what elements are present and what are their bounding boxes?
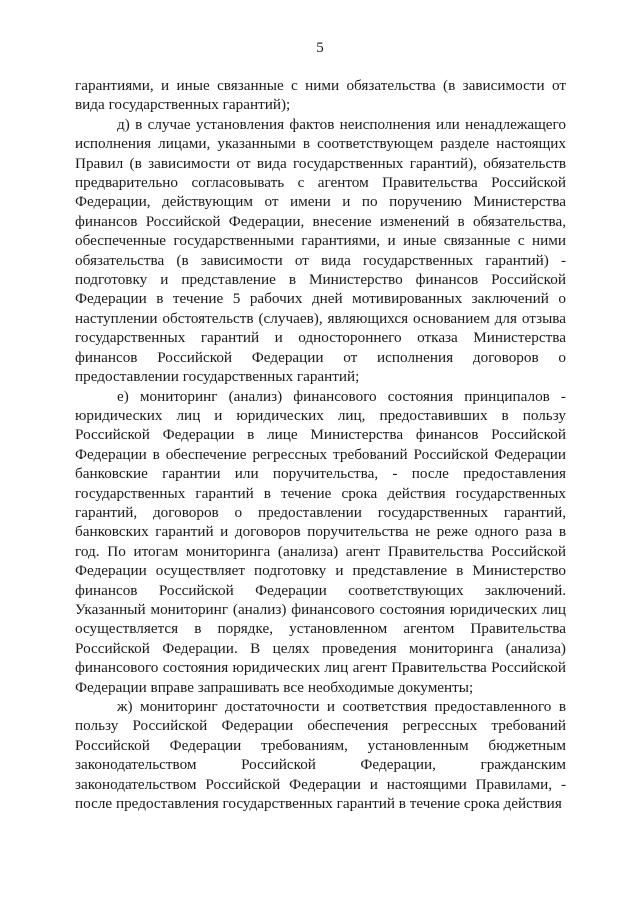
paragraph-item-zh: ж) мониторинг достаточности и соответствия предоставленного в пользу Российской Федерации обеспечения регрессных требований Российской Федерации требованиям, установленным бюджетным законодательством Российской Федерации, гражданским законодательством Российской Федерации и настоящими Правилами, - после предоставления государственных гарантий в течение срока действия	[75, 698, 566, 813]
paragraph-item-e: е) мониторинг (анализ) финансового состояния принципалов - юридических лиц и юридических лиц, предоставивших в пользу Российской Федерации в лице Министерства финансов Российской Федерации в обеспечение регрессных требований Российской Федерации банковские гарантии или поручительства, - после предоставления государственных гарантий в течение срока действия государственных гарантий, договоров о предоставлении государственных гарантий, банковских гарантий и договоров поручительства не реже одного раза в год. По итогам мониторинга (анализа) агент Правительства Российской Федерации осуществляет подготовку и представление в Министерство финансов Российской Федерации соответствующих заключений. Указанный мониторинг (анализ) финансового состояния юридических лиц осуществляется в порядке, установленном агентом Правительства Российской Федерации. В целях проведения мониторинга (анализа) финансового состояния юридических лиц агент Правительства Российской Федерации вправе запрашивать все необходимые документы;	[75, 387, 566, 696]
paragraph-continuation: гарантиями, и иные связанные с ними обязательства (в зависимости от вида государственных гарантий);	[75, 77, 566, 114]
document-body	[75, 76, 566, 813]
paragraph-item-d: д) в случае установления фактов неисполнения или ненадлежащего исполнения лицами, указанными в соответствующем разделе настоящих Правил (в зависимости от вида государственных гарантий), обязательств предварительно согласовывать с агентом Правительства Российской Федерации, действующим от имени и по поручению Министерства финансов Российской Федерации, внесение изменений в обязательства, обеспеченные государственными гарантиями, и иные связанные с ними обязательства (в зависимости от вида государственных гарантий) - подготовку и представление в Министерство финансов Российской Федерации в течение 5 рабочих дней мотивированных заключений о наступлении обстоятельств (случаев), являющихся основанием для отзыва государственных гарантий и одностороннего отказа Министерства финансов Российской Федерации от исполнения договоров о предоставлении государственных гарантий;	[75, 115, 566, 386]
page-number: 5	[316, 40, 324, 56]
